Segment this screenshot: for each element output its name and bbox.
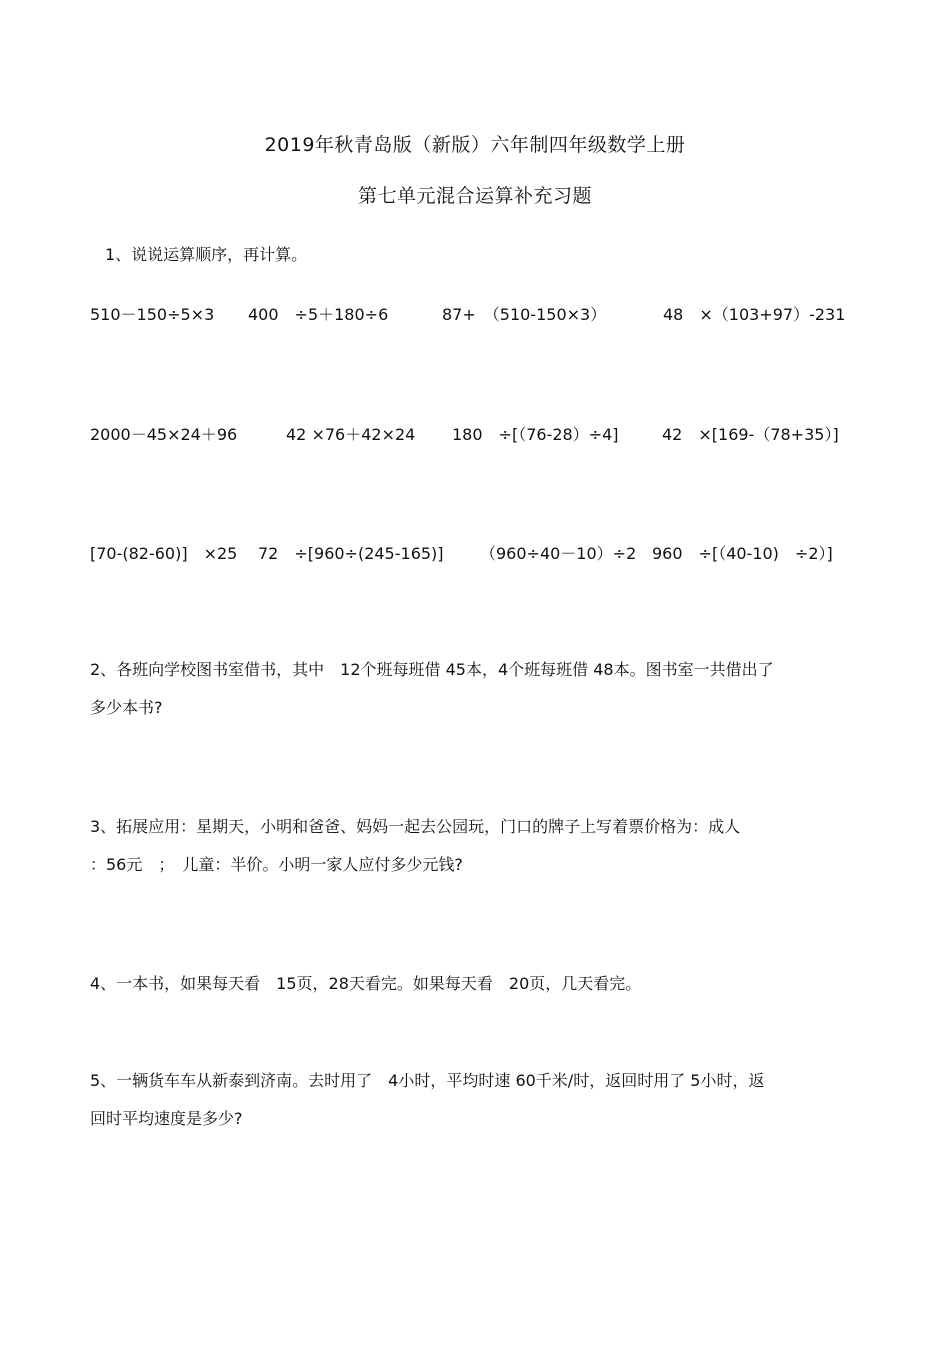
question-3-line-1: 3、拓展应用：星期天，小明和爸爸、妈妈一起去公园玩，门口的牌子上写着票价格为：成人 bbox=[90, 817, 741, 836]
expression-1-1: 510－150÷5×3 bbox=[90, 305, 215, 324]
question-2-line-2: 多少本书? bbox=[90, 698, 163, 717]
question-2-line-1: 2、各班向学校图书室借书，其中 12个班每班借 45本，4个班每班借 48本。图书室一共借出了 bbox=[90, 660, 774, 679]
question-3 bbox=[90, 808, 860, 884]
expression-2-1: 2000－45×24＋96 bbox=[90, 425, 238, 444]
expression-3-3: （960÷40－10）÷2 bbox=[480, 544, 637, 563]
expression-2-2: 42 ×76＋42×24 bbox=[286, 425, 416, 444]
document-title: 2019年秋青岛版（新版）六年制四年级数学上册 bbox=[264, 134, 686, 156]
question-3-line-2: ：56元 ； 儿童：半价。小明一家人应付多少元钱? bbox=[90, 855, 463, 874]
question-4-line-1: 4、一本书，如果每天看 15页，28天看完。如果每天看 20页，几天看完。 bbox=[90, 974, 642, 993]
document-subtitle: 第七单元混合运算补充习题 bbox=[357, 185, 592, 207]
expression-1-2: 400 ÷5＋180÷6 bbox=[248, 305, 389, 324]
question-1-prompt: 1、说说运算顺序，再计算。 bbox=[105, 245, 308, 264]
question-5-line-1: 5、一辆货车车从新泰到济南。去时用了 4小时，平均时速 60千米/时，返回时用了 5小时，返 bbox=[90, 1071, 765, 1090]
expression-2-4: 42 ×[169-（78+35）] bbox=[662, 425, 839, 444]
question-5-line-2: 回时平均速度是多少? bbox=[90, 1109, 243, 1128]
expression-2-3: 180 ÷[（76-28）÷4] bbox=[452, 425, 619, 444]
expression-3-2: 72 ÷[960÷(245-165)] bbox=[258, 544, 444, 563]
question-5 bbox=[90, 1062, 860, 1138]
expression-3-4: 960 ÷[（40-10) ÷2）] bbox=[652, 544, 833, 563]
question-4 bbox=[90, 965, 860, 1003]
expression-1-4: 48 ×（103+97）-231 bbox=[663, 305, 846, 324]
expression-3-1: [70-(82-60)] ×25 bbox=[90, 544, 238, 563]
expression-1-3: 87+ （510-150×3） bbox=[442, 305, 607, 324]
question-2 bbox=[90, 651, 860, 727]
